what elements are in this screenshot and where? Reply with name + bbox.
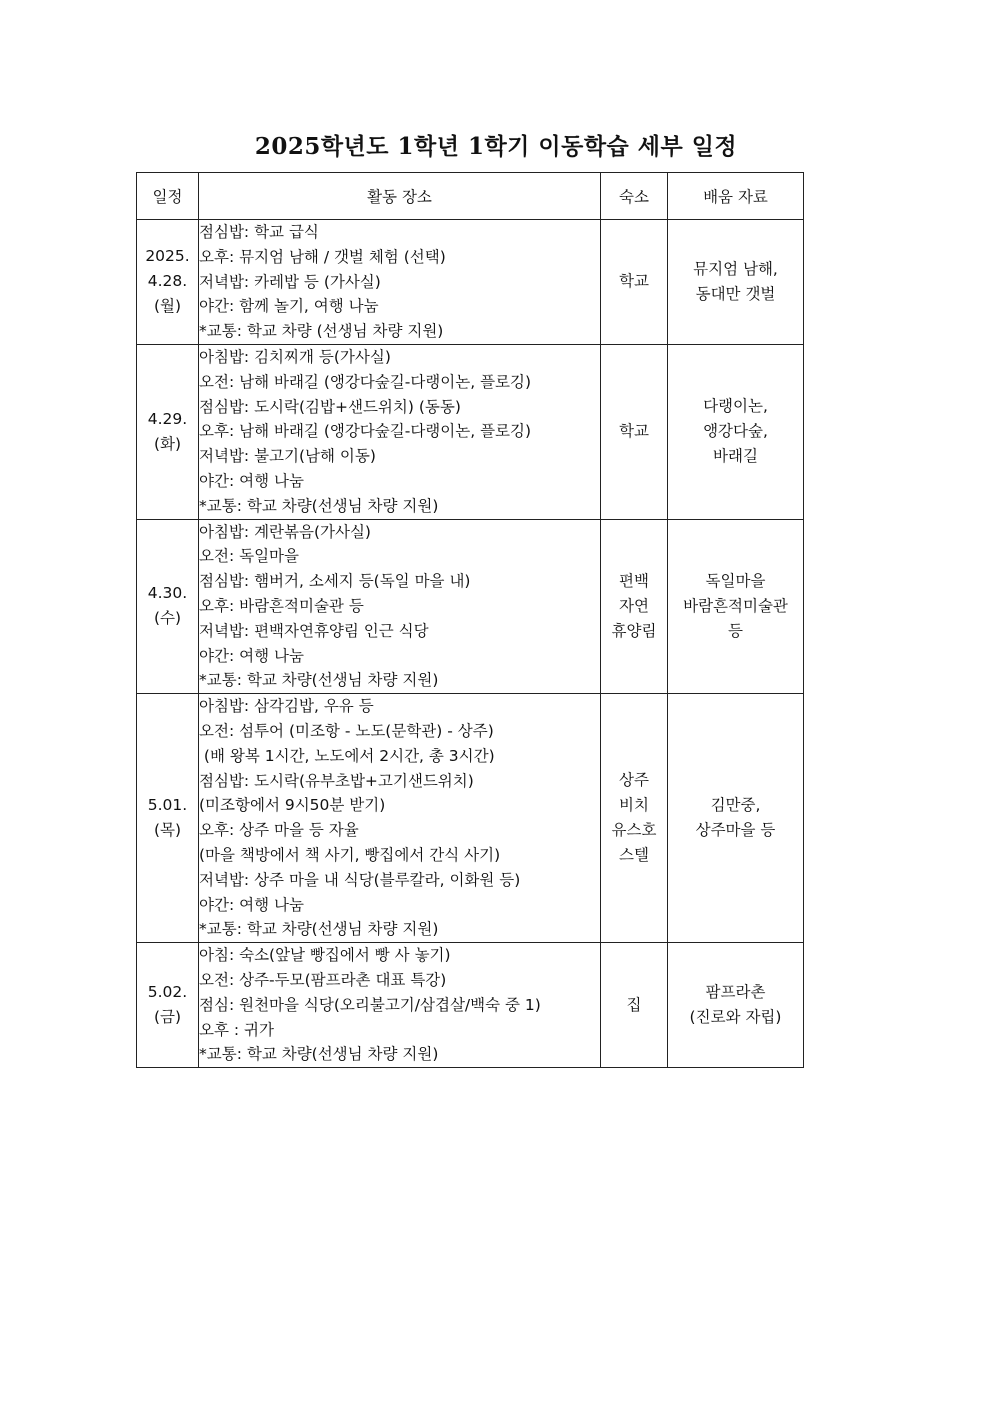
activities-cell	[199, 519, 601, 694]
lodging-text: 편백	[619, 571, 649, 590]
lodging-text: 학교	[619, 422, 649, 441]
date-text: 4.28.	[147, 272, 188, 291]
activity-line: 오후: 상주 마을 등 자율	[199, 821, 359, 840]
activity-line: 아침밥: 삼각김밥, 우유 등	[199, 697, 374, 716]
table-row	[137, 694, 804, 943]
materials-text: 팜프라촌	[705, 983, 766, 1002]
activity-line: 점심밥: 도시락(유부초밥+고기샌드위치)	[199, 771, 474, 790]
date-text: 4.30.	[147, 584, 188, 603]
activity-line: *교통: 학교 차량(선생님 차량 지원)	[199, 1045, 439, 1064]
page-title: 2025학년도 1학년 1학기 이동학습 세부 일정	[254, 133, 738, 160]
activity-line: 아침밥: 김치찌개 등(가사실)	[199, 347, 391, 366]
lodging-text: 유스호	[611, 821, 657, 840]
lodging-cell	[601, 220, 668, 345]
date-cell	[137, 519, 199, 694]
activity-line: *교통: 학교 차량(선생님 차량 지원)	[199, 671, 439, 690]
date-text: (목)	[153, 821, 182, 840]
activity-line: 야간: 여행 나눔	[199, 646, 304, 665]
date-cell	[137, 694, 199, 943]
lodging-text: 자연	[619, 596, 649, 615]
activity-line: 저녁밥: 카레밥 등 (가사실)	[199, 272, 381, 291]
lodging-text: 스텔	[619, 846, 649, 865]
activity-line: *교통: 학교 차량 (선생님 차량 지원)	[199, 322, 444, 341]
activity-line: (배 왕복 1시간, 노도에서 2시간, 총 3시간)	[199, 746, 495, 765]
materials-text: 상주마을 등	[695, 821, 776, 840]
activity-line: 아침밥: 계란볶음(가사실)	[199, 522, 371, 541]
header-lodging: 숙소	[601, 173, 668, 220]
activity-line: 오후: 남해 바래길 (앵강다숲길-다랭이논, 플로깅)	[199, 422, 532, 441]
activity-line: 저녁밥: 불고기(남해 이동)	[199, 447, 376, 466]
activity-line: 점심: 원천마을 식당(오리불고기/삼겹살/백숙 중 1)	[199, 995, 541, 1014]
table-row	[137, 344, 804, 519]
activity-line: 오후: 바람흔적미술관 등	[199, 596, 364, 615]
activity-line: 오전: 섬투어 (미조항 - 노도(문학관) - 상주)	[199, 721, 494, 740]
activity-line: 점심밥: 학교 급식	[199, 223, 319, 241]
date-text: (금)	[153, 1008, 182, 1027]
activity-line: 저녁밥: 상주 마을 내 식당(블루칼라, 이화원 등)	[199, 870, 521, 889]
activities-cell	[199, 943, 601, 1068]
activity-line: 저녁밥: 편백자연휴양림 인근 식당	[199, 621, 429, 640]
header-materials: 배움 자료	[668, 173, 804, 220]
lodging-text: 집	[626, 995, 642, 1014]
activity-line: 오후 : 귀가	[199, 1020, 274, 1039]
activity-line: 오전: 상주-두모(팜프라촌 대표 특강)	[199, 970, 447, 989]
materials-text: 동대만 갯벌	[695, 284, 776, 303]
materials-text: 등	[728, 621, 743, 640]
materials-cell	[668, 694, 804, 943]
date-text: (월)	[153, 297, 182, 316]
lodging-cell	[601, 943, 668, 1068]
date-text: 4.29.	[147, 409, 188, 428]
date-cell	[137, 943, 199, 1068]
date-text: (화)	[153, 434, 182, 453]
date-text: 5.01.	[147, 796, 188, 815]
materials-text: 다랭이논,	[703, 397, 768, 416]
date-text: 5.02.	[147, 983, 188, 1002]
activity-line: 점심밥: 햄버거, 소세지 등(독일 마을 내)	[199, 572, 471, 591]
activity-line: 아침: 숙소(앞날 빵집에서 빵 사 놓기)	[199, 946, 451, 965]
date-cell	[137, 344, 199, 519]
activity-line: *교통: 학교 차량(선생님 차량 지원)	[199, 920, 439, 939]
materials-text: 바래길	[713, 447, 758, 466]
date-text: (수)	[153, 609, 182, 628]
lodging-text: 휴양림	[611, 621, 657, 640]
activity-line: 야간: 여행 나눔	[199, 895, 304, 914]
lodging-text: 학교	[619, 272, 649, 291]
lodging-cell	[601, 344, 668, 519]
lodging-text: 비치	[619, 796, 649, 815]
table-row	[137, 519, 804, 694]
activity-line: *교통: 학교 차량(선생님 차량 지원)	[199, 496, 439, 515]
table-header-row	[137, 173, 804, 220]
table-row	[137, 943, 804, 1068]
activity-line: (마을 책방에서 책 사기, 빵집에서 간식 사기)	[199, 845, 501, 864]
activity-line: 오후: 뮤지엄 남해 / 갯벌 체험 (선택)	[199, 247, 446, 266]
activities-cell	[199, 344, 601, 519]
lodging-text: 상주	[619, 771, 649, 790]
materials-text: 바람흔적미술관	[683, 596, 788, 615]
header-date: 일정	[137, 173, 199, 220]
activity-line: 점심밥: 도시락(김밥+샌드위치) (동동)	[199, 397, 461, 416]
materials-text: 김만중,	[710, 796, 761, 815]
date-cell	[137, 220, 199, 345]
table-row	[137, 220, 804, 345]
lodging-cell	[601, 519, 668, 694]
materials-cell	[668, 344, 804, 519]
lodging-cell	[601, 694, 668, 943]
materials-cell	[668, 519, 804, 694]
materials-text: 앵강다숲,	[703, 422, 768, 441]
activities-cell	[199, 694, 601, 943]
schedule-table	[136, 172, 804, 1068]
activity-line: (미조항에서 9시50분 받기)	[199, 796, 386, 815]
activity-line: 야간: 함께 놀기, 여행 나눔	[199, 297, 379, 316]
materials-cell	[668, 943, 804, 1068]
activity-line: 야간: 여행 나눔	[199, 471, 304, 490]
activity-line: 오전: 독일마을	[199, 547, 299, 566]
materials-cell	[668, 220, 804, 345]
materials-text: 뮤지엄 남해,	[693, 259, 778, 278]
activities-cell	[199, 220, 601, 345]
materials-text: 독일마을	[705, 571, 766, 590]
header-activities: 활동 장소	[199, 173, 601, 220]
date-text: 2025.	[145, 247, 190, 266]
activity-line: 오전: 남해 바래길 (앵강다숲길-다랭이논, 플로깅)	[199, 372, 532, 391]
materials-text: (진로와 자립)	[689, 1008, 782, 1027]
